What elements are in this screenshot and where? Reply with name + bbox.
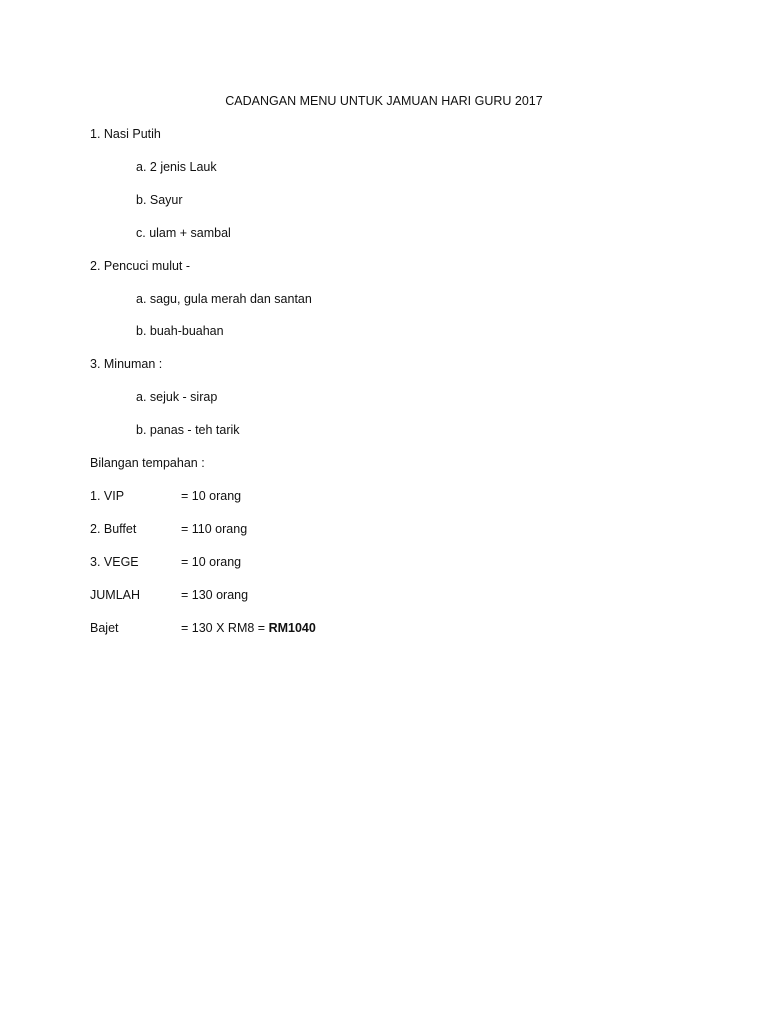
booking-total-label: JUMLAH bbox=[90, 588, 141, 602]
menu-item: a. sejuk - sirap bbox=[136, 390, 218, 404]
menu-item: c. ulam + sambal bbox=[136, 226, 231, 240]
booking-row-label: 3. VEGE bbox=[90, 555, 139, 569]
booking-row-value: = 10 orang bbox=[181, 489, 242, 503]
menu-item: a. sagu, gula merah dan santan bbox=[136, 292, 312, 306]
section-heading-pencuci-mulut: 2. Pencuci mulut - bbox=[90, 259, 191, 273]
section-heading-minuman: 3. Minuman : bbox=[90, 357, 163, 371]
budget-value bbox=[181, 620, 316, 636]
booking-heading: Bilangan tempahan : bbox=[90, 456, 205, 470]
booking-row-value: = 10 orang bbox=[181, 555, 242, 569]
menu-item: b. Sayur bbox=[136, 193, 183, 207]
budget-label: Bajet bbox=[90, 621, 119, 635]
booking-row-value: = 110 orang bbox=[181, 522, 248, 536]
document-title: CADANGAN MENU UNTUK JAMUAN HARI GURU 2017 bbox=[225, 94, 543, 108]
booking-total-value: = 130 orang bbox=[181, 588, 249, 602]
menu-item: a. 2 jenis Lauk bbox=[136, 160, 217, 174]
budget-calculation: = 130 X RM8 = bbox=[181, 621, 269, 635]
section-heading-nasi-putih: 1. Nasi Putih bbox=[90, 127, 161, 141]
booking-row-label: 1. VIP bbox=[90, 489, 125, 503]
menu-item: b. buah-buahan bbox=[136, 324, 224, 338]
menu-item: b. panas - teh tarik bbox=[136, 423, 240, 437]
booking-row-label: 2. Buffet bbox=[90, 522, 137, 536]
budget-total: RM1040 bbox=[268, 621, 316, 635]
